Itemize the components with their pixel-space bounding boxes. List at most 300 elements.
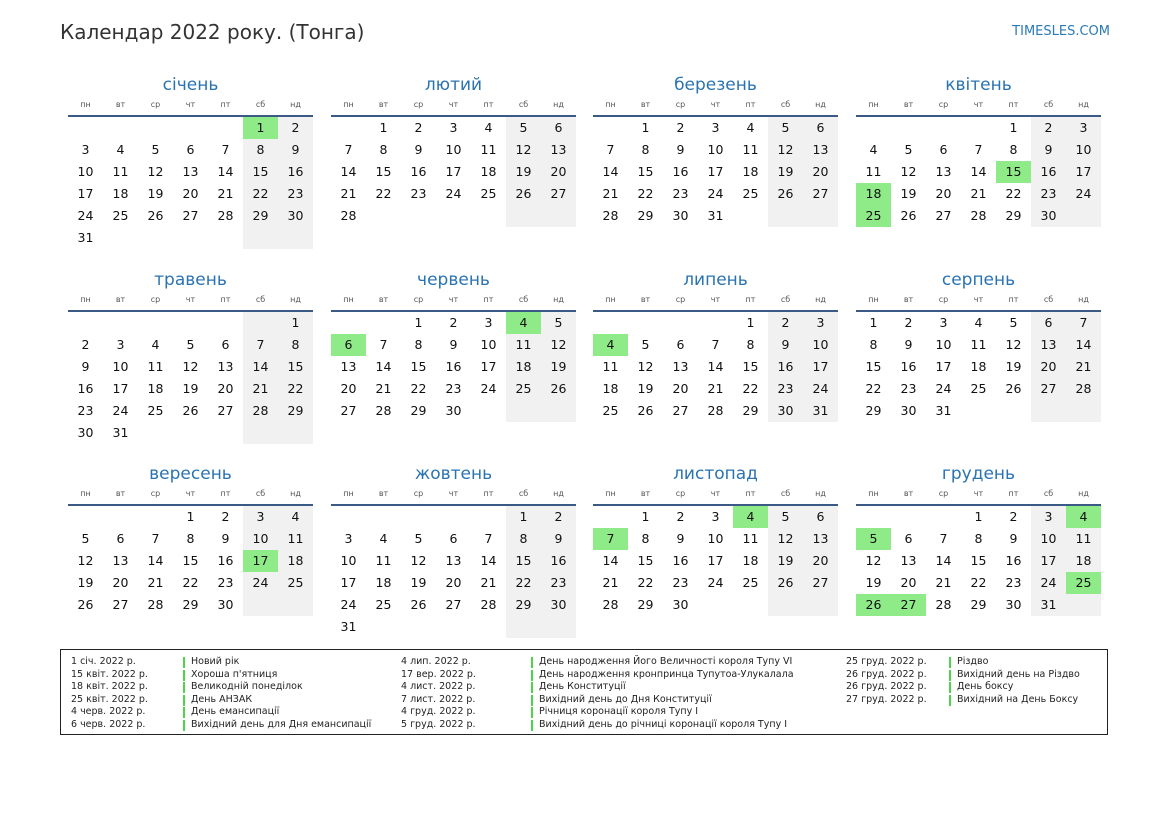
empty-cell xyxy=(173,227,208,249)
empty-cell xyxy=(138,506,173,528)
day-cell: 7 xyxy=(221,142,230,157)
day-cell: 12 xyxy=(506,139,541,161)
day-cell: 15 xyxy=(182,553,199,568)
legend-row xyxy=(71,681,371,694)
day-cell: 16 xyxy=(77,381,94,396)
day-cell: 8 xyxy=(746,337,755,352)
day-cell: 16 xyxy=(672,553,689,568)
day-cell: 25 xyxy=(375,597,392,612)
holiday-marker xyxy=(531,707,533,718)
day-cell: 3 xyxy=(803,312,838,334)
day-cell: 19 xyxy=(541,356,576,378)
day-cell: 19 xyxy=(147,186,164,201)
day-cell: 23 xyxy=(1031,183,1066,205)
day-cell: 5 xyxy=(768,117,803,139)
day-cell: 21 xyxy=(1066,356,1101,378)
weekday-label: нд xyxy=(815,489,826,498)
day-cell: 14 xyxy=(935,553,952,568)
holiday-marker xyxy=(949,695,951,706)
holiday-marker xyxy=(531,720,533,731)
day-cell: 19 xyxy=(768,161,803,183)
day-cell: 28 xyxy=(480,597,497,612)
day-cell: 28 xyxy=(602,597,619,612)
day-cell: 14 xyxy=(217,164,234,179)
empty-cell xyxy=(1066,594,1101,616)
weekday-label: ср xyxy=(413,489,424,498)
day-cell: 19 xyxy=(900,186,917,201)
day-cell: 28 xyxy=(147,597,164,612)
day-cell: 29 xyxy=(970,597,987,612)
day-cell: 8 xyxy=(278,334,313,356)
weekday-label: пн xyxy=(343,295,354,304)
empty-cell xyxy=(243,422,278,444)
holiday-marker xyxy=(531,682,533,693)
day-cell: 7 xyxy=(606,142,615,157)
day-cell: 25 xyxy=(742,575,759,590)
day-cell: 3 xyxy=(1031,506,1066,528)
weekday-label: ср xyxy=(150,489,161,498)
empty-cell xyxy=(541,205,576,227)
day-cell: 5 xyxy=(641,337,650,352)
day-cell: 25 xyxy=(278,572,313,594)
day-cell: 23 xyxy=(410,186,427,201)
holiday-date: 17 вер. 2022 р. xyxy=(401,668,476,680)
month-name: квітень xyxy=(945,75,1012,95)
weekday-label: чт xyxy=(973,295,984,304)
holiday-name: Великодній понеділок xyxy=(191,681,303,692)
empty-cell xyxy=(401,205,436,227)
weekday-label: чт xyxy=(448,295,459,304)
day-cell: 26 xyxy=(147,208,164,223)
days-grid xyxy=(593,312,838,422)
weekday-label: ср xyxy=(150,295,161,304)
day-cell: 28 xyxy=(970,208,987,223)
day-cell: 1 xyxy=(641,509,650,524)
day-cell: 3 xyxy=(711,509,720,524)
day-cell: 4 xyxy=(974,315,983,330)
holiday-name: День емансипації xyxy=(191,706,280,717)
weekday-header xyxy=(68,294,313,306)
day-cell: 5 xyxy=(904,142,913,157)
day-cell: 11 xyxy=(112,164,129,179)
empty-cell xyxy=(628,312,663,334)
day-cell: 12 xyxy=(865,553,882,568)
day-cell: 27 xyxy=(1031,378,1066,400)
legend-row xyxy=(71,706,371,719)
day-cell: 7 xyxy=(344,142,353,157)
day-cell: 6 xyxy=(904,531,913,546)
legend-row xyxy=(846,694,1080,707)
weekday-header xyxy=(856,99,1101,111)
day-cell: 6 xyxy=(803,117,838,139)
month-name: березень xyxy=(674,75,757,95)
day-cell: 23 xyxy=(445,381,462,396)
day-cell: 10 xyxy=(243,528,278,550)
month-calendar xyxy=(68,73,313,249)
day-cell: 26 xyxy=(506,183,541,205)
weekday-label: ср xyxy=(675,489,686,498)
empty-cell xyxy=(541,400,576,422)
legend-row xyxy=(401,656,794,669)
day-cell: 10 xyxy=(112,359,129,374)
day-cell: 20 xyxy=(445,575,462,590)
day-cell: 17 xyxy=(1066,161,1101,183)
empty-cell xyxy=(593,506,628,528)
day-cell: 10 xyxy=(480,337,497,352)
day-cell: 28 xyxy=(340,208,357,223)
day-cell: 5 xyxy=(506,117,541,139)
day-cell: 25 xyxy=(602,403,619,418)
day-cell: 24 xyxy=(1031,572,1066,594)
day-cell: 9 xyxy=(278,139,313,161)
day-cell: 23 xyxy=(672,575,689,590)
days-grid xyxy=(68,312,313,444)
day-cell: 3 xyxy=(81,142,90,157)
holiday-day-cell: 4 xyxy=(593,334,628,356)
day-cell: 12 xyxy=(147,164,164,179)
day-cell: 12 xyxy=(768,139,803,161)
empty-cell xyxy=(208,312,243,334)
day-cell: 7 xyxy=(151,531,160,546)
empty-cell xyxy=(768,205,803,227)
day-cell: 29 xyxy=(865,403,882,418)
weekday-label: нд xyxy=(1078,295,1089,304)
holiday-marker xyxy=(531,695,533,706)
day-cell: 20 xyxy=(541,161,576,183)
day-cell: 16 xyxy=(278,161,313,183)
day-cell: 26 xyxy=(1005,381,1022,396)
day-cell: 18 xyxy=(742,164,759,179)
holiday-marker xyxy=(183,670,185,681)
weekday-label: нд xyxy=(553,295,564,304)
day-cell: 30 xyxy=(1005,597,1022,612)
day-cell: 30 xyxy=(900,403,917,418)
day-cell: 24 xyxy=(243,572,278,594)
day-cell: 18 xyxy=(742,553,759,568)
empty-cell xyxy=(366,616,401,638)
day-cell: 8 xyxy=(243,139,278,161)
empty-cell xyxy=(68,506,103,528)
holiday-date: 7 лист. 2022 р. xyxy=(401,693,476,705)
day-cell: 24 xyxy=(707,186,724,201)
day-cell: 21 xyxy=(147,575,164,590)
holiday-day-cell: 5 xyxy=(856,528,891,550)
day-cell: 20 xyxy=(340,381,357,396)
day-cell: 17 xyxy=(112,381,129,396)
day-cell: 19 xyxy=(410,575,427,590)
holiday-day-cell: 6 xyxy=(331,334,366,356)
legend-row xyxy=(401,706,794,719)
weekday-label: нд xyxy=(290,100,301,109)
day-cell: 26 xyxy=(637,403,654,418)
empty-cell xyxy=(471,616,506,638)
weekday-label: чт xyxy=(710,489,721,498)
day-cell: 6 xyxy=(541,117,576,139)
day-cell: 21 xyxy=(602,186,619,201)
day-cell: 4 xyxy=(116,142,125,157)
day-cell: 3 xyxy=(939,315,948,330)
day-cell: 4 xyxy=(869,142,878,157)
day-cell: 30 xyxy=(1031,205,1066,227)
day-cell: 16 xyxy=(672,164,689,179)
day-cell: 26 xyxy=(900,208,917,223)
day-cell: 21 xyxy=(217,186,234,201)
weekday-label: сб xyxy=(780,489,791,498)
day-cell: 5 xyxy=(541,312,576,334)
weekday-label: чт xyxy=(973,100,984,109)
day-cell: 25 xyxy=(970,381,987,396)
empty-cell xyxy=(663,312,698,334)
day-cell: 10 xyxy=(803,334,838,356)
day-cell: 3 xyxy=(344,531,353,546)
day-cell: 28 xyxy=(935,597,952,612)
weekday-label: чт xyxy=(185,100,196,109)
day-cell: 9 xyxy=(414,142,423,157)
empty-cell xyxy=(436,205,471,227)
holiday-marker xyxy=(949,657,951,668)
month-name: січень xyxy=(162,75,219,95)
holiday-day-cell: 7 xyxy=(593,528,628,550)
day-cell: 19 xyxy=(768,550,803,572)
day-cell: 2 xyxy=(278,117,313,139)
holiday-date: 25 груд. 2022 р. xyxy=(846,656,927,667)
day-cell: 3 xyxy=(449,120,458,135)
weekday-label: нд xyxy=(290,295,301,304)
holiday-date: 4 груд. 2022 р. xyxy=(401,706,476,717)
holiday-marker xyxy=(531,670,533,681)
holiday-name: Вихідний на День Боксу xyxy=(957,693,1079,705)
weekday-header xyxy=(856,488,1101,500)
holiday-date: 5 груд. 2022 р. xyxy=(401,718,476,730)
empty-cell xyxy=(698,594,733,616)
weekday-label: пт xyxy=(220,100,231,109)
month-calendar xyxy=(593,73,838,227)
day-cell: 5 xyxy=(151,142,160,157)
day-cell: 20 xyxy=(217,381,234,396)
day-cell: 18 xyxy=(1066,550,1101,572)
day-cell: 30 xyxy=(217,597,234,612)
day-cell: 20 xyxy=(803,550,838,572)
day-cell: 24 xyxy=(445,186,462,201)
day-cell: 30 xyxy=(672,208,689,223)
day-cell: 22 xyxy=(1005,186,1022,201)
day-cell: 18 xyxy=(112,186,129,201)
empty-cell xyxy=(278,594,313,616)
holiday-name: Вихідний день на Різдво xyxy=(957,668,1080,680)
holiday-date: 4 лип. 2022 р. xyxy=(401,656,471,667)
day-cell: 12 xyxy=(410,553,427,568)
holiday-legend xyxy=(60,649,1108,735)
day-cell: 14 xyxy=(602,553,619,568)
day-cell: 19 xyxy=(182,381,199,396)
month-name: липень xyxy=(683,270,748,290)
day-cell: 1 xyxy=(974,509,983,524)
empty-cell xyxy=(138,312,173,334)
day-cell: 2 xyxy=(414,120,423,135)
day-cell: 21 xyxy=(935,575,952,590)
empty-cell xyxy=(243,227,278,249)
day-cell: 9 xyxy=(221,531,230,546)
holiday-date: 4 лист. 2022 р. xyxy=(401,681,476,692)
legend-column xyxy=(401,656,794,731)
empty-cell xyxy=(856,506,891,528)
weekday-label: сб xyxy=(518,489,529,498)
day-cell: 14 xyxy=(243,356,278,378)
day-cell: 13 xyxy=(340,359,357,374)
holiday-day-cell: 18 xyxy=(856,183,891,205)
day-cell: 6 xyxy=(676,337,685,352)
days-grid xyxy=(593,506,838,616)
day-cell: 22 xyxy=(637,186,654,201)
weekday-header xyxy=(331,99,576,111)
day-cell: 19 xyxy=(637,381,654,396)
weekday-label: пт xyxy=(1008,100,1019,109)
page-title: Календар 2022 року. (Тонга) xyxy=(60,20,365,44)
legend-row xyxy=(401,669,794,682)
empty-cell xyxy=(698,312,733,334)
day-cell: 3 xyxy=(243,506,278,528)
day-cell: 12 xyxy=(1005,337,1022,352)
holiday-marker xyxy=(531,657,533,668)
day-cell: 19 xyxy=(1005,359,1022,374)
day-cell: 7 xyxy=(379,337,388,352)
weekday-label: вт xyxy=(640,489,651,498)
day-cell: 12 xyxy=(900,164,917,179)
day-cell: 5 xyxy=(186,337,195,352)
weekday-label: вт xyxy=(903,489,914,498)
day-cell: 22 xyxy=(637,575,654,590)
month-calendar xyxy=(856,268,1101,422)
holiday-name: День народження Його Величності короля Тупу VI xyxy=(539,656,793,667)
month-name: жовтень xyxy=(414,464,493,484)
day-cell: 26 xyxy=(410,597,427,612)
month-name: листопад xyxy=(673,464,758,484)
day-cell: 1 xyxy=(379,120,388,135)
weekday-label: чт xyxy=(185,489,196,498)
day-cell: 30 xyxy=(672,597,689,612)
day-cell: 11 xyxy=(970,337,987,352)
legend-row xyxy=(71,669,371,682)
day-cell: 26 xyxy=(77,597,94,612)
day-cell: 31 xyxy=(707,208,724,223)
weekday-label: нд xyxy=(290,489,301,498)
day-cell: 22 xyxy=(243,183,278,205)
holiday-name: День боксу xyxy=(957,681,1014,692)
empty-cell xyxy=(208,117,243,139)
weekday-label: сб xyxy=(255,295,266,304)
empty-cell xyxy=(436,506,471,528)
empty-cell xyxy=(593,117,628,139)
month-name: грудень xyxy=(941,464,1016,484)
day-cell: 9 xyxy=(676,142,685,157)
day-cell: 25 xyxy=(147,403,164,418)
day-cell: 11 xyxy=(742,531,759,546)
day-cell: 12 xyxy=(77,553,94,568)
day-cell: 31 xyxy=(340,619,357,634)
empty-cell xyxy=(1031,400,1066,422)
day-cell: 28 xyxy=(1066,378,1101,400)
day-cell: 15 xyxy=(243,161,278,183)
holiday-date: 1 січ. 2022 р. xyxy=(71,656,136,667)
empty-cell xyxy=(68,312,103,334)
weekday-label: нд xyxy=(553,489,564,498)
holiday-name: Різдво xyxy=(957,656,989,667)
empty-cell xyxy=(401,506,436,528)
weekday-label: чт xyxy=(448,489,459,498)
weekday-header xyxy=(593,488,838,500)
day-cell: 4 xyxy=(484,120,493,135)
day-cell: 11 xyxy=(742,142,759,157)
day-cell: 20 xyxy=(182,186,199,201)
empty-cell xyxy=(471,400,506,422)
day-cell: 8 xyxy=(506,528,541,550)
day-cell: 11 xyxy=(1066,528,1101,550)
empty-cell xyxy=(891,506,926,528)
weekday-label: пт xyxy=(220,295,231,304)
site-link[interactable]: TIMESLES.COM xyxy=(1012,24,1110,39)
empty-cell xyxy=(506,616,541,638)
day-cell: 27 xyxy=(112,597,129,612)
day-cell: 13 xyxy=(935,164,952,179)
day-cell: 28 xyxy=(243,400,278,422)
day-cell: 18 xyxy=(480,164,497,179)
empty-cell xyxy=(856,117,891,139)
day-cell: 18 xyxy=(278,550,313,572)
holiday-day-cell: 26 xyxy=(856,594,891,616)
legend-row xyxy=(846,669,1080,682)
day-cell: 11 xyxy=(865,164,882,179)
empty-cell xyxy=(103,227,138,249)
month-name: травень xyxy=(154,270,227,290)
day-cell: 22 xyxy=(375,186,392,201)
holiday-date: 26 груд. 2022 р. xyxy=(846,668,927,680)
day-cell: 14 xyxy=(340,164,357,179)
day-cell: 7 xyxy=(243,334,278,356)
day-cell: 28 xyxy=(707,403,724,418)
month-calendar xyxy=(331,268,576,422)
empty-cell xyxy=(103,117,138,139)
day-cell: 16 xyxy=(410,164,427,179)
day-cell: 21 xyxy=(375,381,392,396)
day-cell: 22 xyxy=(410,381,427,396)
weekday-label: нд xyxy=(1078,489,1089,498)
day-cell: 9 xyxy=(768,334,803,356)
day-cell: 24 xyxy=(480,381,497,396)
day-cell: 24 xyxy=(803,378,838,400)
day-cell: 14 xyxy=(1066,334,1101,356)
holiday-day-cell: 25 xyxy=(1066,572,1101,594)
weekday-header xyxy=(593,99,838,111)
day-cell: 24 xyxy=(77,208,94,223)
day-cell: 18 xyxy=(147,381,164,396)
holiday-marker xyxy=(183,682,185,693)
day-cell: 14 xyxy=(375,359,392,374)
day-cell: 21 xyxy=(970,186,987,201)
day-cell: 12 xyxy=(637,359,654,374)
day-cell: 14 xyxy=(970,164,987,179)
empty-cell xyxy=(926,506,961,528)
weekday-label: сб xyxy=(518,295,529,304)
weekday-label: ср xyxy=(413,295,424,304)
weekday-label: сб xyxy=(1043,295,1054,304)
day-cell: 3 xyxy=(484,315,493,330)
day-cell: 2 xyxy=(1009,509,1018,524)
day-cell: 19 xyxy=(506,161,541,183)
holiday-day-cell: 4 xyxy=(1066,506,1101,528)
weekday-label: вт xyxy=(903,100,914,109)
empty-cell xyxy=(331,506,366,528)
legend-row xyxy=(846,656,1080,669)
